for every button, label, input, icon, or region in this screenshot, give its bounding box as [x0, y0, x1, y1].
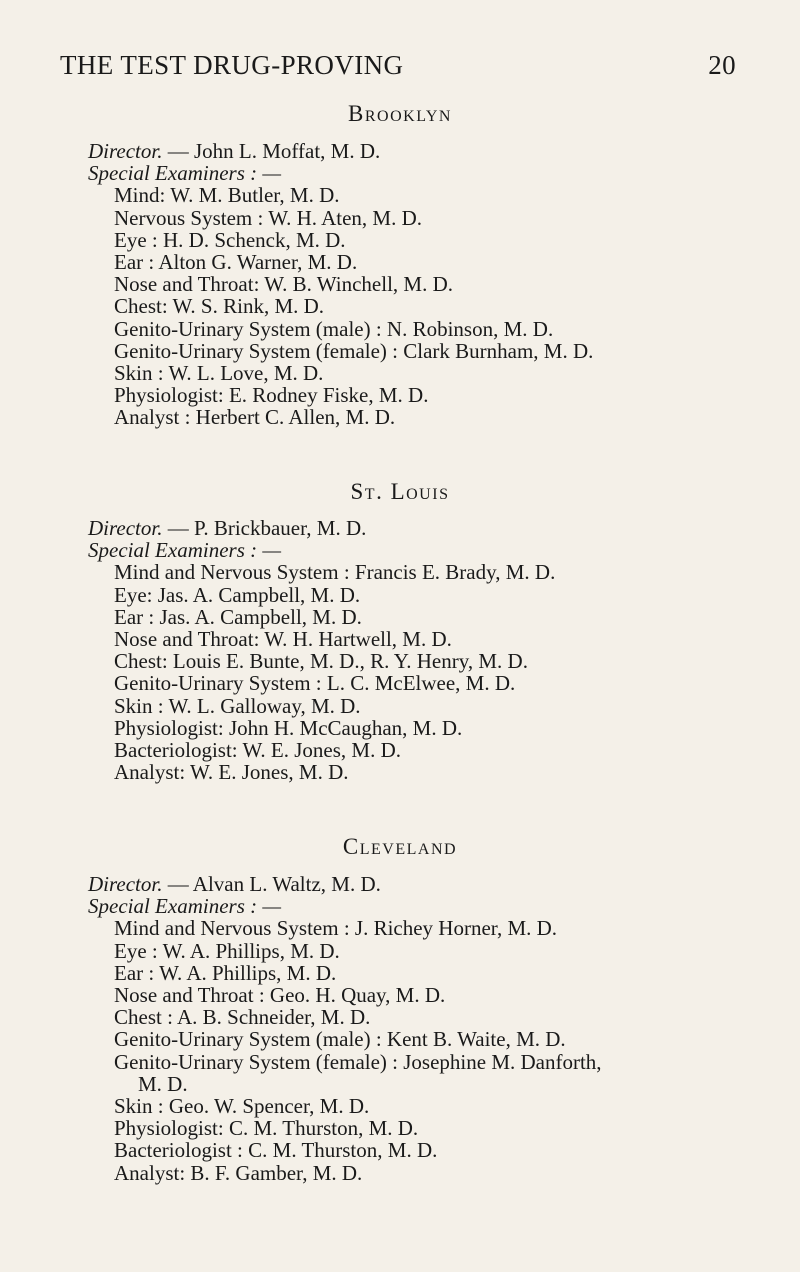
list-item: Chest: Louis E. Bunte, M. D., R. Y. Henry, M. D. [114, 649, 528, 674]
list-item: Genito-Urinary System : L. C. McElwee, M. D. [114, 671, 516, 696]
list-item: Ear : W. A. Phillips, M. D. [114, 960, 337, 985]
list-item: Physiologist: E. Rodney Fiske, M. D. [114, 383, 429, 408]
list-item: Ear : Jas. A. Campbell, M. D. [114, 604, 362, 629]
list-item: Mind and Nervous System : Francis E. Brady, M. D. [114, 560, 556, 585]
running-header [60, 50, 736, 81]
examiners-label: Special Examiners : — [88, 161, 282, 186]
examiners-label: Special Examiners : — [88, 894, 282, 919]
list-item: Bacteriologist : C. M. Thurston, M. D. [114, 1138, 438, 1163]
list-item: Genito-Urinary System (female) : Josephine M. Danforth, [114, 1049, 602, 1074]
director-label: Director. [88, 872, 163, 896]
list-item: Chest: W. S. Rink, M. D. [114, 294, 325, 319]
list-item: Physiologist: John H. McCaughan, M. D. [114, 715, 463, 740]
page-number: 20 [708, 50, 736, 80]
director-label: Director. [88, 139, 163, 163]
director-line [88, 517, 768, 539]
list-item: Physiologist: C. M. Thurston, M. D. [114, 1116, 419, 1141]
section-brooklyn [88, 140, 768, 429]
list-item: Ear : Alton G. Warner, M. D. [114, 250, 358, 275]
director-label: Director. [88, 516, 163, 540]
book-title: THE TEST DRUG-PROVING [60, 50, 404, 80]
list-item: Mind and Nervous System : J. Richey Horner, M. D. [114, 916, 558, 941]
list-item: Eye : W. A. Phillips, M. D. [114, 938, 340, 963]
list-item: Eye : H. D. Schenck, M. D. [114, 227, 346, 252]
list-item: Nose and Throat : Geo. H. Quay, M. D. [114, 983, 446, 1008]
list-item: Analyst : Herbert C. Allen, M. D. [114, 405, 396, 430]
list-item: Skin : W. L. Love, M. D. [114, 361, 324, 386]
list-item: Genito-Urinary System (female) : Clark Burnham, M. D. [114, 338, 594, 363]
section-st-louis [88, 517, 768, 783]
section-heading-brooklyn: Brooklyn [348, 101, 452, 126]
list-item: Nose and Throat: W. H. Hartwell, M. D. [114, 627, 452, 652]
director-line [88, 873, 768, 895]
section-heading-cleveland: Cleveland [342, 834, 458, 859]
list-item: Skin : Geo. W. Spencer, M. D. [114, 1094, 370, 1119]
section-cleveland [88, 873, 768, 1184]
examiners-label: Special Examiners : — [88, 538, 282, 563]
list-item: Nose and Throat: W. B. Winchell, M. D. [114, 272, 454, 297]
director-name: — P. Brickbauer, M. D. [167, 516, 367, 540]
list-item: Nervous System : W. H. Aten, M. D. [114, 205, 423, 230]
section-heading-st-louis: St. Louis [350, 479, 450, 504]
list-item: Genito-Urinary System (male) : Kent B. Waite, M. D. [114, 1027, 566, 1052]
list-item: Skin : W. L. Galloway, M. D. [114, 693, 361, 718]
list-item: Eye: Jas. A. Campbell, M. D. [114, 582, 361, 607]
director-name: — John L. Moffat, M. D. [167, 139, 381, 163]
director-name: — Alvan L. Waltz, M. D. [167, 872, 381, 896]
list-item: Analyst: B. F. Gamber, M. D. [114, 1160, 363, 1185]
list-item-continuation: M. D. [138, 1071, 188, 1096]
list-item: Chest : A. B. Schneider, M. D. [114, 1005, 371, 1030]
list-item: Analyst: W. E. Jones, M. D. [114, 760, 349, 785]
list-item: Genito-Urinary System (male) : N. Robinson, M. D. [114, 316, 554, 341]
list-item: Mind: W. M. Butler, M. D. [114, 183, 340, 208]
director-line [88, 140, 768, 162]
list-item: Bacteriologist: W. E. Jones, M. D. [114, 738, 401, 763]
